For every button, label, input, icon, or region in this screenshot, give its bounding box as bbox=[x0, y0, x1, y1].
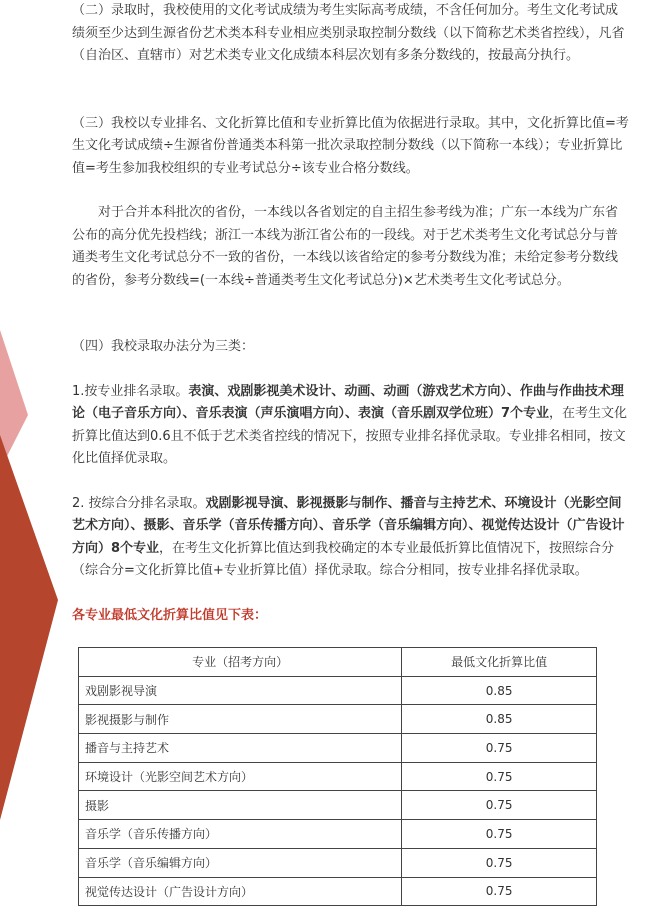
admission-method-2 bbox=[72, 493, 630, 583]
table-row bbox=[79, 705, 597, 734]
table-row bbox=[79, 791, 597, 820]
row-major: 环境设计（光影空间艺术方向） bbox=[79, 762, 402, 791]
row-major: 音乐学（音乐传播方向） bbox=[79, 820, 402, 849]
table-row bbox=[79, 762, 597, 791]
row-major: 戏剧影视导演 bbox=[79, 676, 402, 705]
row-value: 0.75 bbox=[402, 848, 597, 877]
paragraph-2: （二）录取时，我校使用的文化考试成绩为考生实际高考成绩，不含任何加分。考生文化考试成绩须至少达到生源省份艺术类本科专业相应类别录取控制分数线（以下简称艺术类省控线），凡省（自治区、直辖市）对艺术类专业文化成绩本科层次划有多条分数线的，按最高分执行。 bbox=[72, 3, 625, 63]
header-min-ratio: 最低文化折算比值 bbox=[402, 648, 597, 677]
row-major: 播音与主持艺术 bbox=[79, 734, 402, 763]
decorative-side-shape bbox=[0, 0, 60, 901]
document-body bbox=[72, 0, 630, 627]
table-row bbox=[79, 820, 597, 849]
row-major: 音乐学（音乐编辑方向） bbox=[79, 848, 402, 877]
method-2-detail: ，在考生文化折算比值达到我校确定的本专业最低折算比值情况下，按照综合分（综合分=文化折算比值+专业折算比值）择优录取。综合分相同，按专业排名择优录取。 bbox=[72, 540, 615, 578]
row-value: 0.75 bbox=[402, 762, 597, 791]
method-2-majors: 戏剧影视导演、影视摄影与制作、播音与主持艺术、环境设计（光影空间艺术方向）、摄影、音乐学（音乐传播方向）、音乐学（音乐编辑方向）、视觉传达设计（广告设计方向）8个专业 bbox=[72, 495, 625, 556]
method-1-majors: 表演、戏剧影视美术设计、动画、动画（游戏艺术方向）、作曲与作曲技术理论（电子音乐方向）、音乐表演（声乐演唱方向）、表演（音乐剧双学位班）7个专业 bbox=[72, 383, 624, 421]
header-major: 专业（招考方向） bbox=[79, 648, 402, 677]
row-major: 摄影 bbox=[79, 791, 402, 820]
table-row bbox=[79, 676, 597, 705]
row-value: 0.85 bbox=[402, 705, 597, 734]
row-value: 0.75 bbox=[402, 820, 597, 849]
row-major: 视觉传达设计（广告设计方向） bbox=[79, 877, 402, 906]
row-value: 0.75 bbox=[402, 791, 597, 820]
paragraph-3: （三）我校以专业排名、文化折算比值和专业折算比值为依据进行录取。其中，文化折算比值=考生文化考试成绩÷生源省份普通类本科第一批次录取控制分数线（以下简称一本线）；专业折算比值=考生参加我校组织的专业考试总分÷该专业合格分数线。 bbox=[72, 115, 629, 176]
method-1-lead: 1.按专业排名录取。 bbox=[72, 383, 189, 399]
admission-method-1 bbox=[72, 381, 630, 471]
table-header-row bbox=[79, 648, 597, 677]
row-value: 0.75 bbox=[402, 734, 597, 763]
method-1-detail: ，在考生文化折算比值达到0.6且不低于艺术类省控线的情况下，按照专业排名择优录取。专业排名相同，按文化比值择优录取。 bbox=[72, 406, 628, 466]
row-value: 0.75 bbox=[402, 877, 597, 906]
row-major: 影视摄影与制作 bbox=[79, 705, 402, 734]
paragraph-4: （四）我校录取办法分为三类： bbox=[72, 339, 255, 354]
paragraph-baseline-note: 对于合并本科批次的省份，一本线以各省划定的自主招生参考线为准；广东一本线为广东省公布的高分优先投档线；浙江一本线为浙江省公布的一段线。对于艺术类考生文化考试总分与普通类考生文化考试总分不一致的省份，一本线以该省给定的参考分数线为准；未给定参考分数线的省份，参考分数线=(一本线÷普通类考生文化考试总分)×艺术类考生文化考试总分。 bbox=[72, 205, 619, 288]
table-title: 各专业最低文化折算比值见下表： bbox=[72, 607, 268, 623]
row-value: 0.85 bbox=[402, 676, 597, 705]
min-ratio-table bbox=[78, 647, 597, 906]
table-row bbox=[79, 734, 597, 763]
table-row bbox=[79, 848, 597, 877]
method-2-lead: 2. 按综合分排名录取。 bbox=[72, 495, 206, 511]
table-row bbox=[79, 877, 597, 906]
